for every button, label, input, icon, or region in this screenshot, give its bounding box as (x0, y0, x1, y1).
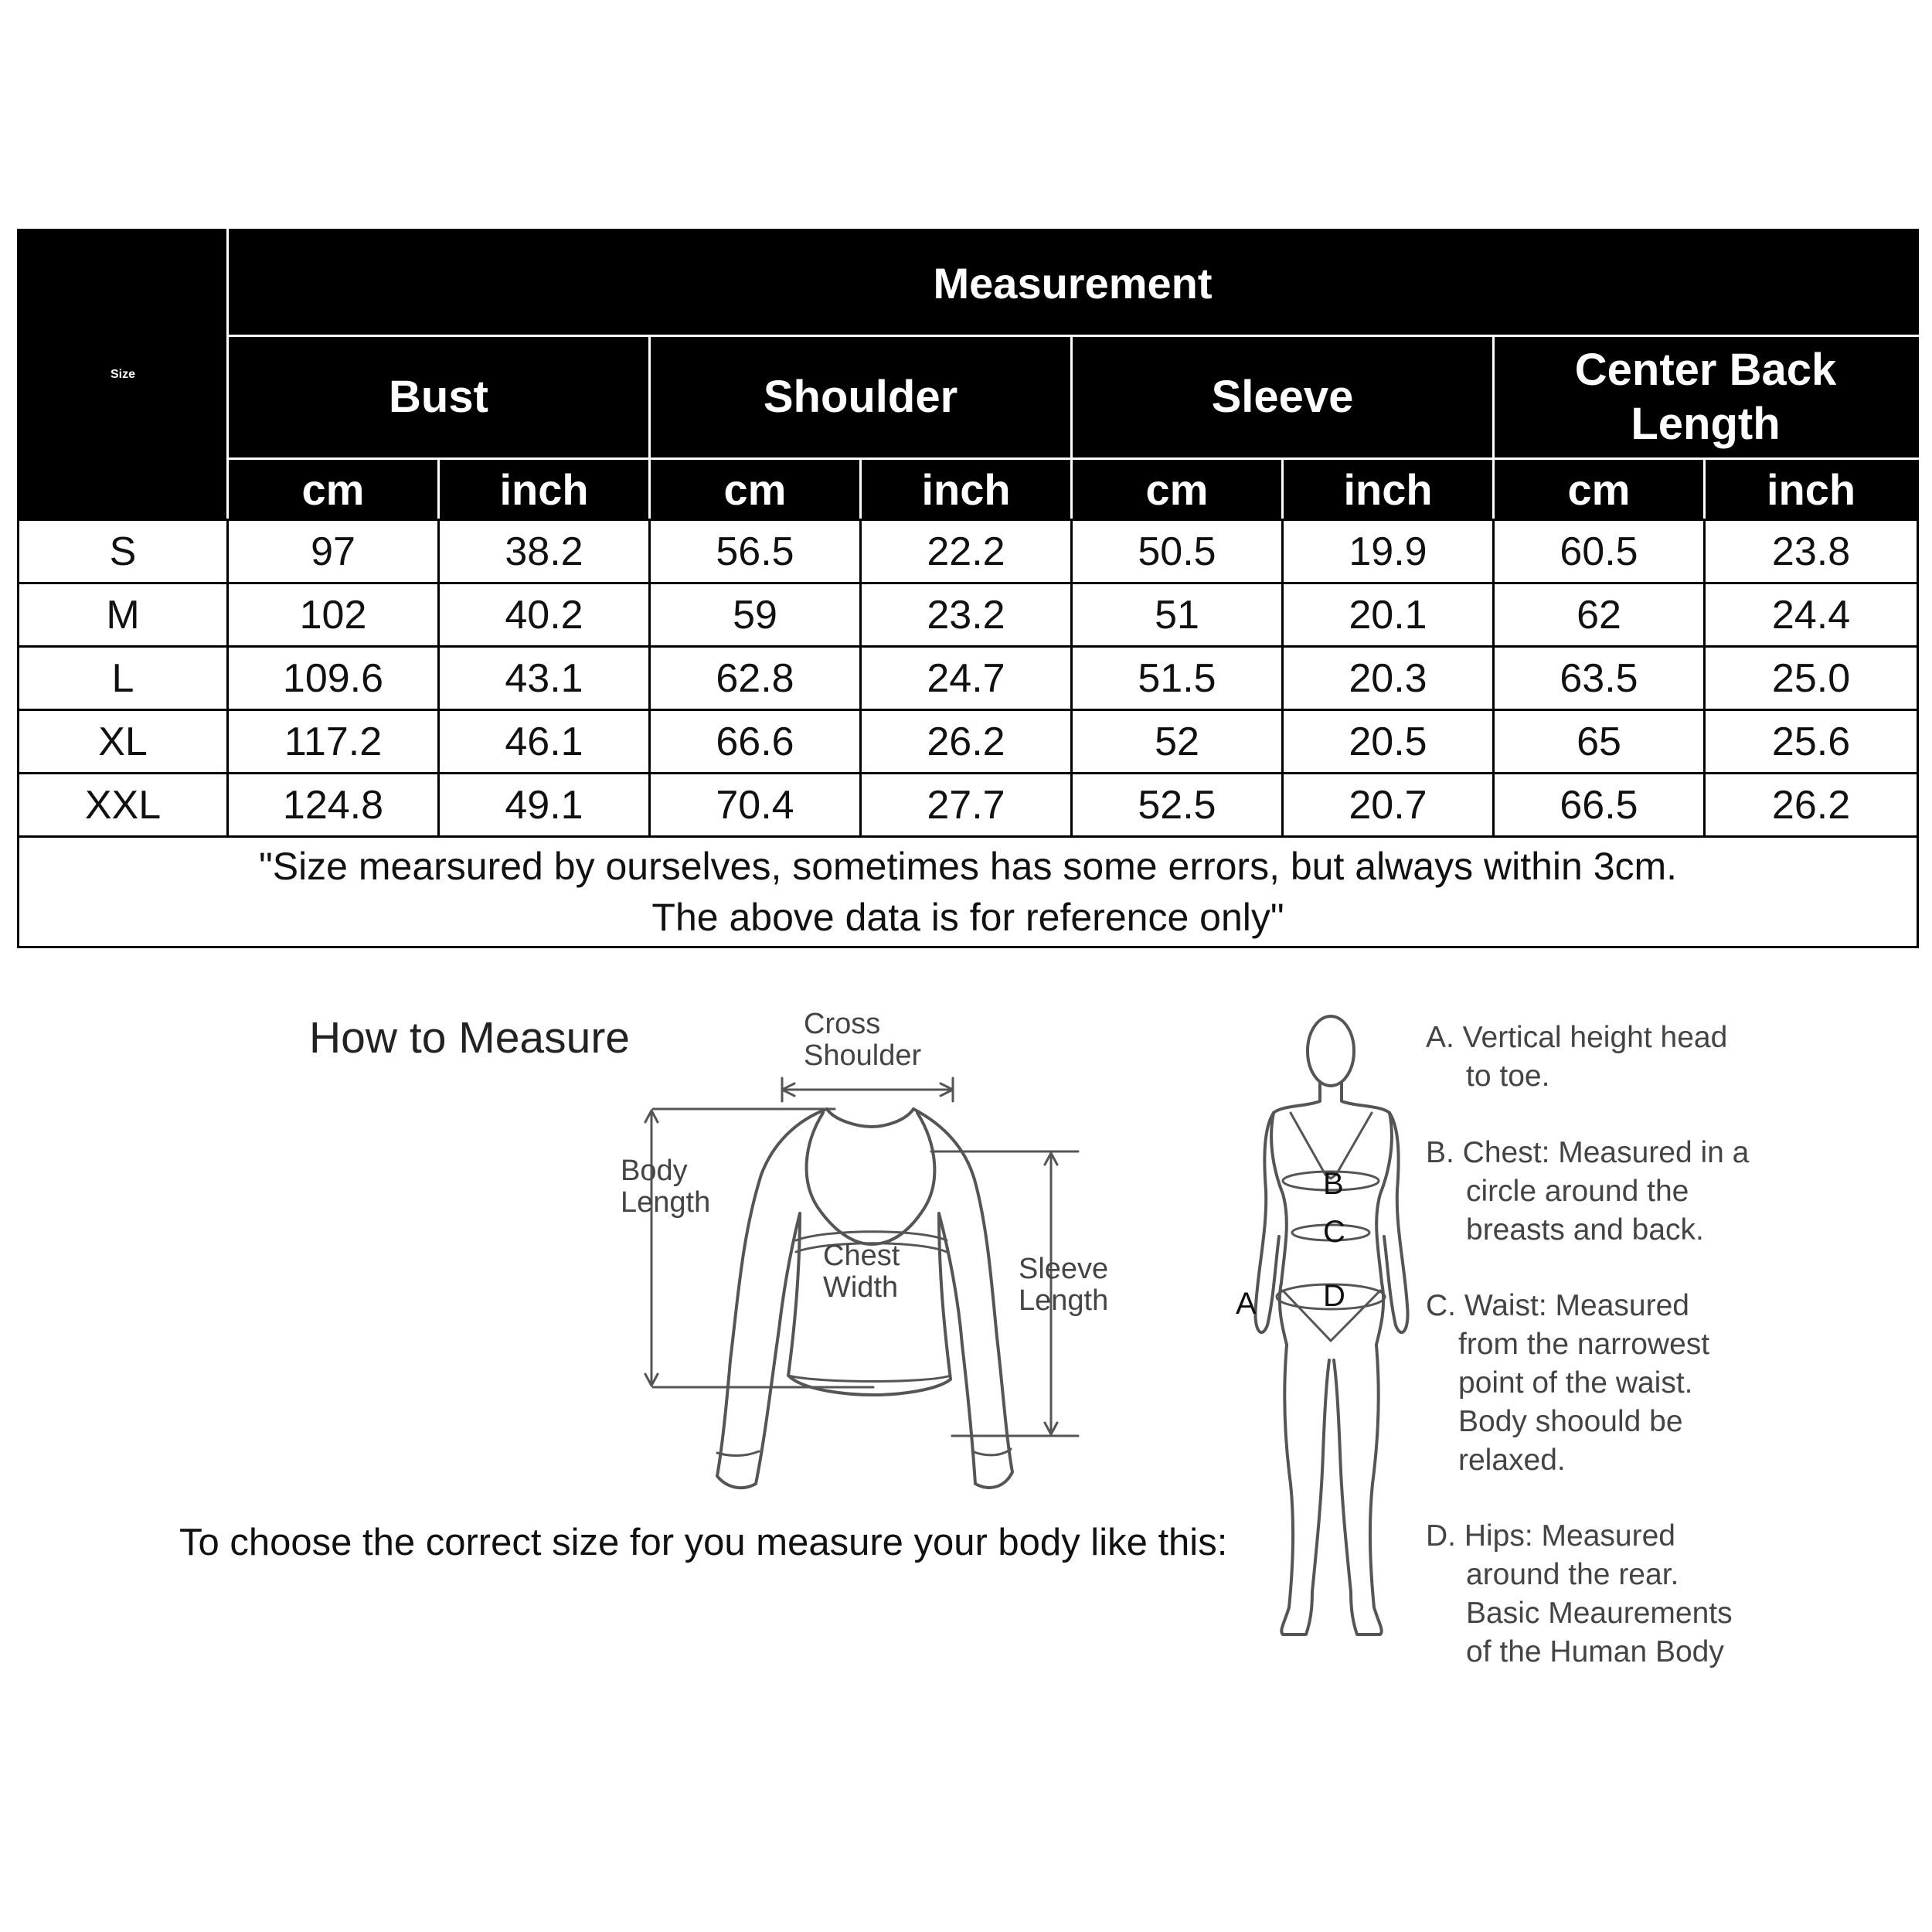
table-cell: 25.0 (1705, 647, 1918, 710)
table-cell: 60.5 (1494, 520, 1705, 583)
table-cell: 20.3 (1283, 647, 1494, 710)
table-cell: 46.1 (439, 710, 650, 774)
size-column-header: Size (19, 230, 228, 520)
table-cell: 25.6 (1705, 710, 1918, 774)
size-cell: XL (19, 710, 228, 774)
table-cell: 20.7 (1283, 774, 1494, 837)
table-cell: 38.2 (439, 520, 650, 583)
measurement-header: Measurement (228, 230, 1918, 336)
sleeve-header: Sleeve (1072, 336, 1494, 459)
description-d: D. Hips: Measured around the rear. Basic Meaurements of the Human Body (1426, 1519, 1733, 1668)
size-cell: L (19, 647, 228, 710)
table-cell: 22.2 (861, 520, 1072, 583)
unit-header: cm (1494, 459, 1705, 520)
center-back-length-header: Center Back Length (1494, 336, 1918, 459)
table-cell: 49.1 (439, 774, 650, 837)
body-letter-a: A (1236, 1287, 1257, 1321)
table-cell: 19.9 (1283, 520, 1494, 583)
table-cell: 66.6 (650, 710, 861, 774)
table-cell: 65 (1494, 710, 1705, 774)
table-cell: 23.2 (861, 583, 1072, 647)
sleeve-length-label: Sleeve Length (1019, 1253, 1109, 1318)
table-cell: 24.4 (1705, 583, 1918, 647)
choose-size-instruction: To choose the correct size for you measure your body like this: (179, 1522, 1228, 1563)
body-length-label: Body Length (621, 1155, 711, 1219)
table-cell: 117.2 (228, 710, 439, 774)
table-cell: 51 (1072, 583, 1283, 647)
body-letter-b: B (1323, 1167, 1344, 1201)
table-cell: 56.5 (650, 520, 861, 583)
table-cell: 59 (650, 583, 861, 647)
table-cell: 26.2 (1705, 774, 1918, 837)
table-cell: 109.6 (228, 647, 439, 710)
size-cell: XXL (19, 774, 228, 837)
description-b: B. Chest: Measured in a circle around the breasts and back. (1426, 1136, 1750, 1247)
size-cell: M (19, 583, 228, 647)
table-cell: 63.5 (1494, 647, 1705, 710)
table-cell: 20.1 (1283, 583, 1494, 647)
unit-header: cm (228, 459, 439, 520)
table-cell: 51.5 (1072, 647, 1283, 710)
chest-width-label: Chest Width (823, 1240, 900, 1304)
cross-shoulder-label: Cross Shoulder (804, 1008, 922, 1073)
unit-header: inch (861, 459, 1072, 520)
table-cell: 26.2 (861, 710, 1072, 774)
table-cell: 23.8 (1705, 520, 1918, 583)
table-cell: 52 (1072, 710, 1283, 774)
body-letter-d: D (1323, 1279, 1345, 1313)
table-cell: 102 (228, 583, 439, 647)
table-note: "Size mearsured by ourselves, sometimes has some errors, but always within 3cm. The above data is for reference only" (19, 837, 1918, 947)
table-cell: 43.1 (439, 647, 650, 710)
body-diagram (1255, 1016, 1407, 1634)
table-cell: 70.4 (650, 774, 861, 837)
how-to-measure-title: How to Measure (309, 1013, 631, 1063)
table-cell: 52.5 (1072, 774, 1283, 837)
size-cell: S (19, 520, 228, 583)
unit-header: cm (650, 459, 861, 520)
table-cell: 24.7 (861, 647, 1072, 710)
unit-header: inch (1705, 459, 1918, 520)
table-cell: 20.5 (1283, 710, 1494, 774)
description-c: C. Waist: Measured from the narrowest point of the waist. Body shoould be relaxed. (1426, 1289, 1710, 1477)
table-cell: 124.8 (228, 774, 439, 837)
table-cell: 40.2 (439, 583, 650, 647)
table-cell: 62.8 (650, 647, 861, 710)
unit-header: inch (439, 459, 650, 520)
unit-header: cm (1072, 459, 1283, 520)
table-cell: 62 (1494, 583, 1705, 647)
body-letter-c: C (1323, 1215, 1345, 1249)
table-cell: 66.5 (1494, 774, 1705, 837)
table-cell: 50.5 (1072, 520, 1283, 583)
table-cell: 97 (228, 520, 439, 583)
table-cell: 27.7 (861, 774, 1072, 837)
unit-header: inch (1283, 459, 1494, 520)
shoulder-header: Shoulder (650, 336, 1072, 459)
bust-header: Bust (228, 336, 650, 459)
description-a: A. Vertical height head to toe. (1426, 1021, 1728, 1093)
